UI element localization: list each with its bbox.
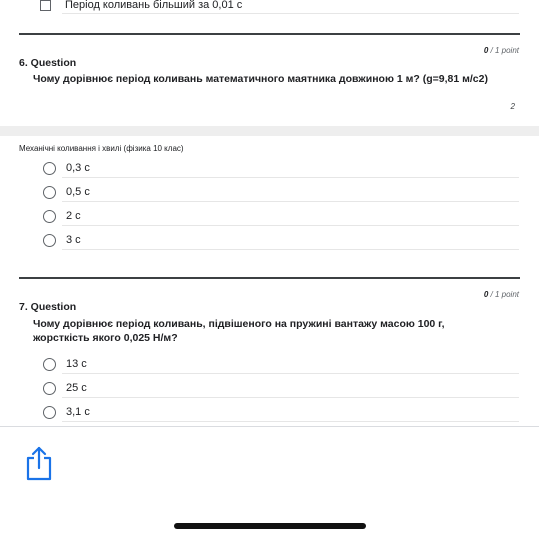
option-label: 2 с xyxy=(66,210,81,222)
radio-icon[interactable] xyxy=(43,382,56,395)
share-icon[interactable] xyxy=(24,445,54,481)
option-divider xyxy=(62,421,519,422)
question-divider xyxy=(19,277,520,279)
points-indicator xyxy=(484,46,519,55)
option-label: 0,3 с xyxy=(66,162,90,174)
radio-icon[interactable] xyxy=(43,358,56,371)
radio-option[interactable] xyxy=(43,380,87,396)
radio-icon[interactable] xyxy=(43,406,56,419)
radio-option[interactable] xyxy=(43,232,81,248)
radio-icon[interactable] xyxy=(43,186,56,199)
question-text xyxy=(33,317,493,345)
option-divider xyxy=(62,225,519,226)
points-indicator xyxy=(484,290,519,299)
question-title: 6. Question xyxy=(19,57,77,69)
option-label: 25 с xyxy=(66,382,87,394)
points-earned: 0 xyxy=(483,46,489,55)
form-header: Механічні коливання і хвилі (фізика 10 клас) xyxy=(19,144,184,153)
radio-option[interactable] xyxy=(43,404,90,420)
checkbox-icon[interactable] xyxy=(40,0,51,11)
question-card-6 xyxy=(0,0,539,126)
question-text-line: Чому дорівнює період коливань, підвішеного на пружині вантажу масою 100 г, xyxy=(33,318,445,330)
browser-toolbar xyxy=(0,426,539,541)
question-divider xyxy=(19,33,520,35)
page-number: 2 xyxy=(510,102,515,111)
points-earned: 0 xyxy=(483,290,489,299)
points-total: / 1 point xyxy=(490,46,519,55)
question-title: 7. Question xyxy=(19,301,77,313)
points-total: / 1 point xyxy=(490,290,519,299)
option-divider xyxy=(62,373,519,374)
radio-option[interactable] xyxy=(43,160,90,176)
radio-option[interactable] xyxy=(43,208,81,224)
option-divider xyxy=(62,13,519,14)
option-divider xyxy=(62,177,519,178)
radio-option[interactable] xyxy=(43,184,90,200)
checkbox-option[interactable] xyxy=(40,0,242,14)
radio-option[interactable] xyxy=(43,356,87,372)
option-label: 3 с xyxy=(66,234,81,246)
option-label: 13 с xyxy=(66,358,87,370)
option-label: Період коливань більший за 0,01 с xyxy=(65,0,243,11)
question-text: Чому дорівнює період коливань математичного маятника довжиною 1 м? (g=9,81 м/с2) xyxy=(33,73,488,85)
option-label: 3,1 с xyxy=(66,406,90,418)
radio-icon[interactable] xyxy=(43,162,56,175)
radio-icon[interactable] xyxy=(43,210,56,223)
option-divider xyxy=(62,249,519,250)
radio-icon[interactable] xyxy=(43,234,56,247)
option-divider xyxy=(62,201,519,202)
option-label: 0,5 с xyxy=(66,186,90,198)
home-indicator[interactable] xyxy=(174,523,366,529)
question-text-line: жорсткість якого 0,025 Н/м? xyxy=(33,332,178,344)
option-divider xyxy=(62,397,519,398)
question-card-6-options xyxy=(0,136,539,426)
